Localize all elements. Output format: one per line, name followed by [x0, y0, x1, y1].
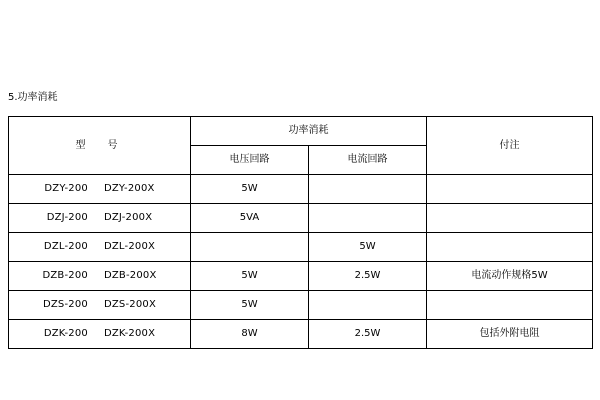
cell-model	[9, 175, 191, 204]
table-row	[9, 233, 593, 262]
cell-note: 包括外附电阻	[427, 320, 593, 349]
cell-note	[427, 204, 593, 233]
header-note: 付注	[427, 117, 593, 175]
model-code-b: DZK-200X	[103, 328, 156, 339]
table-row	[9, 204, 593, 233]
cell-voltage	[191, 233, 309, 262]
model-code-b: DZS-200X	[103, 299, 157, 310]
cell-voltage: 5W	[191, 175, 309, 204]
model-code-a: DZY-200	[44, 183, 88, 194]
cell-model	[9, 291, 191, 320]
cell-note	[427, 233, 593, 262]
cell-current: 2.5W	[309, 262, 427, 291]
model-code-a: DZS-200	[42, 299, 88, 310]
cell-note: 电流动作规格5W	[427, 262, 593, 291]
model-code-b: DZB-200X	[103, 270, 157, 281]
model-code-b: DZL-200X	[103, 241, 156, 252]
cell-voltage: 8W	[191, 320, 309, 349]
model-code-a: DZB-200	[42, 270, 88, 281]
cell-model	[9, 204, 191, 233]
header-current-circuit: 电流回路	[309, 146, 427, 175]
cell-model	[9, 233, 191, 262]
cell-voltage: 5VA	[191, 204, 309, 233]
cell-voltage: 5W	[191, 262, 309, 291]
cell-current: 2.5W	[309, 320, 427, 349]
table-row	[9, 291, 593, 320]
model-code-b: DZJ-200X	[103, 212, 153, 223]
cell-model	[9, 320, 191, 349]
cell-current: 5W	[309, 233, 427, 262]
model-code-a: DZL-200	[43, 241, 88, 252]
power-consumption-table	[8, 116, 593, 349]
model-code-a: DZJ-200	[46, 212, 88, 223]
header-voltage-circuit: 电压回路	[191, 146, 309, 175]
table-row	[9, 175, 593, 204]
cell-current	[309, 204, 427, 233]
section-title: 5.功率消耗	[8, 92, 58, 103]
table-row	[9, 262, 593, 291]
power-consumption-table-wrapper	[8, 116, 592, 349]
cell-current	[309, 175, 427, 204]
header-power-consumption: 功率消耗	[191, 117, 427, 146]
header-model: 型 号	[9, 117, 191, 175]
model-code-b: DZY-200X	[103, 183, 155, 194]
cell-note	[427, 291, 593, 320]
cell-current	[309, 291, 427, 320]
table-header-row-1	[9, 117, 593, 146]
model-code-a: DZK-200	[43, 328, 88, 339]
cell-note	[427, 175, 593, 204]
cell-model	[9, 262, 191, 291]
cell-voltage: 5W	[191, 291, 309, 320]
table-row	[9, 320, 593, 349]
